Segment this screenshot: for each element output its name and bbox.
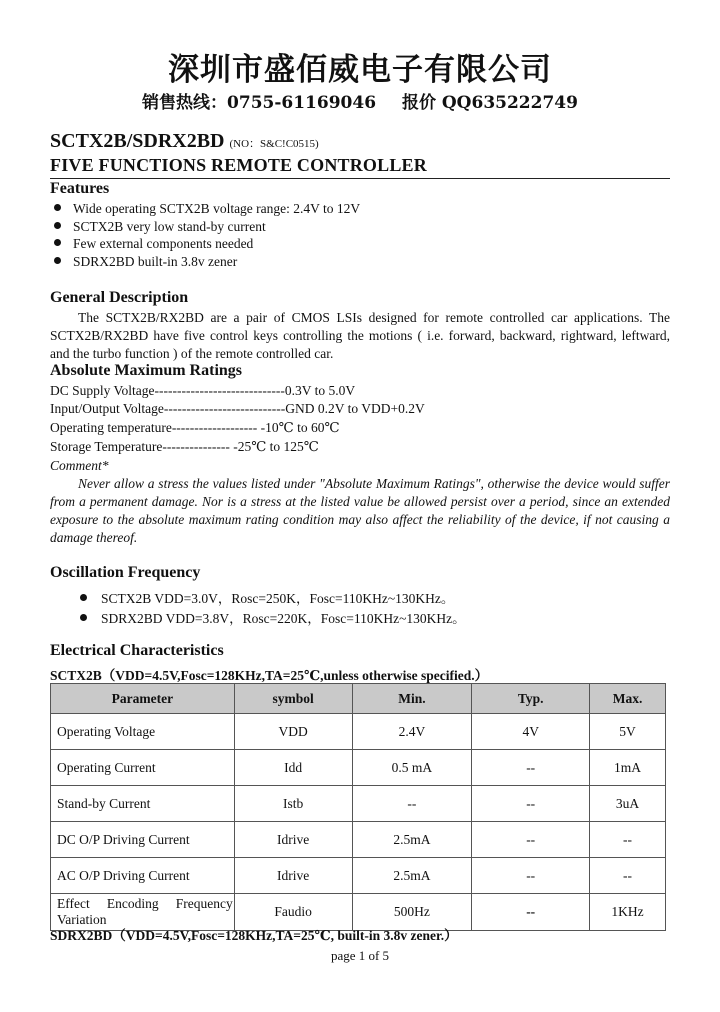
rating-item: Input/Output Voltage---------------------------GND 0.2V to VDD+0.2V — [50, 401, 425, 416]
table-cell: 2.5mA — [352, 822, 472, 858]
bullet-icon — [80, 614, 87, 621]
column-header: Typ. — [472, 684, 590, 714]
table-cell: 5V — [590, 714, 666, 750]
table-cell: 3uA — [590, 786, 666, 822]
table-cell: 4V — [472, 714, 590, 750]
table-cell: Istb — [234, 786, 352, 822]
table-cell: -- — [472, 750, 590, 786]
electrical-heading: Electrical Characteristics — [50, 642, 224, 659]
column-header: Min. — [352, 684, 472, 714]
column-header: symbol — [234, 684, 352, 714]
rating-item: Operating temperature------------------- -10℃ to 60℃ — [50, 420, 340, 435]
table-row — [51, 750, 666, 786]
table-row — [51, 786, 666, 822]
table-cell: Idd — [234, 750, 352, 786]
comment-text: Never allow a stress the values listed under "Absolute Maximum Ratings", otherwise the device would suffer from a permanent damage. Nor is a stress at the listed value be allowed persist over a period, since an extended exposure to the absolute maximum rating condition may also affect the reliability of the device, if not causing a damage thereof. — [50, 476, 670, 545]
page-number: page 1 of 5 — [330, 948, 390, 963]
table-cell: 1KHz — [590, 894, 666, 931]
table-cell: 500Hz — [352, 894, 472, 931]
table-cell: Stand-by Current — [51, 786, 235, 822]
table-cell: -- — [472, 822, 590, 858]
oscillation-item: SDRX2BD VDD=3.8V，Rosc=220K，Fosc=110KHz~130KHz。 — [80, 607, 466, 627]
table-cell: 1mA — [590, 750, 666, 786]
table-row — [51, 858, 666, 894]
table-header-row — [51, 684, 666, 714]
table-row — [51, 822, 666, 858]
general-description — [50, 309, 670, 363]
bullet-icon — [54, 222, 61, 229]
rating-item: Storage Temperature--------------- -25℃ to 125℃ — [50, 439, 319, 454]
table-cell: Effect Encoding Frequency Variation — [51, 894, 235, 931]
table-cell: 2.4V — [352, 714, 472, 750]
bullet-icon — [54, 239, 61, 246]
rx-condition: SDRX2BD（VDD=4.5V,Fosc=128KHz,TA=25℃, built-in 3.8v zener.） — [50, 928, 458, 943]
general-description-heading: General Description — [50, 289, 189, 306]
table-cell: -- — [472, 786, 590, 822]
model-number: (NO：S&C!C0515) — [229, 138, 319, 150]
table-cell: Operating Voltage — [51, 714, 235, 750]
company-name: 深圳市盛佰威电子有限公司 — [168, 52, 552, 88]
bullet-icon — [54, 204, 61, 211]
electrical-table — [50, 683, 666, 931]
table-cell: -- — [590, 822, 666, 858]
bullet-icon — [80, 594, 87, 601]
table-cell: AC O/P Driving Current — [51, 858, 235, 894]
hotline-qq: 报价 QQ635222749 — [401, 93, 578, 113]
column-header: Max. — [590, 684, 666, 714]
tx-condition: SCTX2B（VDD=4.5V,Fosc=128KHz,TA=25℃,unless otherwise specified.） — [50, 668, 489, 683]
table-cell: -- — [472, 858, 590, 894]
ratings-heading: Absolute Maximum Ratings — [50, 362, 243, 379]
oscillation-heading: Oscillation Frequency — [50, 564, 201, 581]
bullet-icon — [54, 257, 61, 264]
table-row — [51, 714, 666, 750]
table-cell: 2.5mA — [352, 858, 472, 894]
feature-item: Few external components needed — [54, 236, 253, 252]
table-cell: VDD — [234, 714, 352, 750]
table-cell: Faudio — [234, 894, 352, 931]
table-cell: 0.5 mA — [352, 750, 472, 786]
comment-text-block — [50, 475, 670, 547]
model-title — [50, 130, 319, 153]
title-divider — [50, 178, 670, 179]
table-cell: -- — [352, 786, 472, 822]
table-cell: Idrive — [234, 858, 352, 894]
table-cell: -- — [472, 894, 590, 931]
comment-label: Comment* — [50, 458, 109, 473]
table-cell: Idrive — [234, 822, 352, 858]
column-header: Parameter — [51, 684, 235, 714]
table-cell: -- — [590, 858, 666, 894]
table-cell: Operating Current — [51, 750, 235, 786]
feature-item: Wide operating SCTX2B voltage range: 2.4V to 12V — [54, 201, 360, 217]
features-heading: Features — [50, 180, 110, 197]
sales-hotline — [0, 88, 720, 113]
feature-item: SCTX2B very low stand-by current — [54, 219, 266, 235]
document-subtitle: FIVE FUNCTIONS REMOTE CONTROLLER — [50, 155, 427, 175]
table-cell: DC O/P Driving Current — [51, 822, 235, 858]
oscillation-item: SCTX2B VDD=3.0V，Rosc=250K，Fosc=110KHz~130KHz。 — [80, 587, 454, 607]
general-description-text: The SCTX2B/RX2BD are a pair of CMOS LSIs designed for remote controlled car applications. The SCTX2B/RX2BD have five control keys controlling the motions ( i.e. forward, backward, rightward, leftward, and the turbo function ) of the remote controlled car. — [50, 310, 670, 361]
feature-item: SDRX2BD built-in 3.8v zener — [54, 254, 237, 270]
hotline-phone: 销售热线：0755-61169046 — [142, 93, 377, 113]
model-name: SCTX2B/SDRX2BD — [50, 130, 225, 152]
rating-item: DC Supply Voltage-----------------------------0.3V to 5.0V — [50, 383, 356, 398]
